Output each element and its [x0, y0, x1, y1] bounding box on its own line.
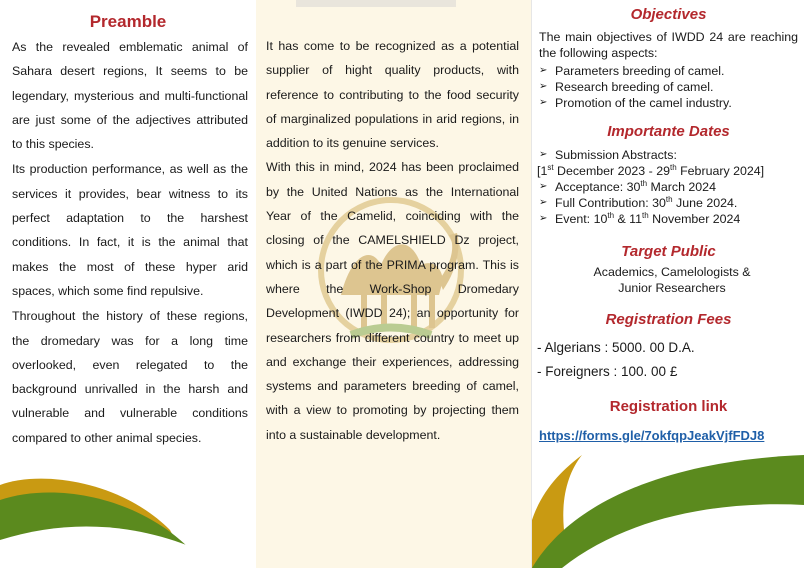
date-acceptance: ➢ Acceptance: 30th March 2024 — [539, 178, 716, 194]
list-item: ➢ Parameters breeding of camel. — [539, 64, 725, 78]
target-title: Target Public — [621, 243, 716, 260]
white-wave — [0, 527, 235, 568]
arrow-bullet-icon: ➢ — [539, 97, 548, 108]
list-item: ➢ Promotion of the camel industry. — [539, 96, 732, 110]
info-panel — [531, 0, 804, 568]
right-wave-decoration — [532, 0, 804, 568]
registration-title: Registration link — [609, 398, 728, 415]
registration-link[interactable]: https://forms.gle/7okfqpJeakVjfFDJ8 — [539, 428, 765, 443]
left-wave-decoration — [0, 0, 256, 568]
middle-top-bar — [296, 0, 456, 7]
date-event: ➢ Event: 10th & 11th November 2024 — [539, 210, 741, 226]
arrow-bullet-icon: ➢ — [539, 197, 548, 208]
date-submission-range: [1st December 2023 - 29th February 2024] — [537, 162, 765, 178]
preamble-title: Preamble — [89, 12, 167, 31]
arrow-bullet-icon: ➢ — [539, 181, 548, 192]
arrow-bullet-icon: ➢ — [539, 65, 548, 76]
preamble-paragraph: Its production performance, as well as the services it provides, bear witness to its perfect adaptation to the harshest conditions. In fact, it is the animal that makes the most of these hyper arid spaces, which some find repulsive. — [12, 162, 248, 298]
preamble-paragraph: Throughout the history of these regions, the dromedary was for a long time overlooked, even relegated to the background unrivalled in the harsh and vulnerable and vulnerable conditions compared to other animal species. — [12, 309, 248, 445]
list-item: ➢ Research breeding of camel. — [539, 80, 714, 94]
arrow-bullet-icon: ➢ — [539, 213, 548, 224]
arrow-bullet-icon: ➢ — [539, 81, 548, 92]
dates-title: Importante Dates — [607, 123, 730, 140]
objectives-intro: The main objectives of IWDD 24 are reaching the following aspects: — [539, 30, 798, 60]
fee-algerians: - Algerians : 5000. 00 D.A. — [537, 340, 695, 355]
middle-paragraph: It has come to be recognized as a potential supplier of hight quality products, with reference to contributing to the food security of marginalized populations in arid regions, in addition to its genuine services. — [266, 39, 519, 151]
date-full-contribution: ➢ Full Contribution: 30th June 2024. — [539, 194, 738, 210]
preamble-panel — [0, 0, 256, 568]
target-text: Academics, Camelologists & Junior Researchers — [593, 265, 751, 295]
fee-foreigners: - Foreigners : 100. 00 £ — [537, 364, 678, 379]
date-submission: ➢ Submission Abstracts: — [539, 148, 677, 162]
arrow-bullet-icon: ➢ — [539, 149, 548, 160]
middle-panel — [256, 0, 531, 568]
objectives-title: Objectives — [630, 6, 707, 23]
middle-paragraph: With this in mind, 2024 has been proclaimed by the United Nations as the International Year of the Camelid, coinciding with the closing of the CAMELSHIELD Dz project, which is a part of the PRIMA program. This is where the Work-Shop Dromedary Development (IWDD 24); an opportunity for researchers from different country to meet up and exchange their experiences, addressing systems and parameters breeding of camel, with a view to promoting by projecting them into a sustainable development. — [266, 160, 519, 442]
fees-title: Registration Fees — [605, 311, 732, 328]
preamble-paragraph: As the revealed emblematic animal of Sahara desert regions, It seems to be legendary, mysterious and multi-functional are just some of the adjectives attributed to this species. — [12, 40, 248, 152]
middle-body — [266, 34, 519, 447]
